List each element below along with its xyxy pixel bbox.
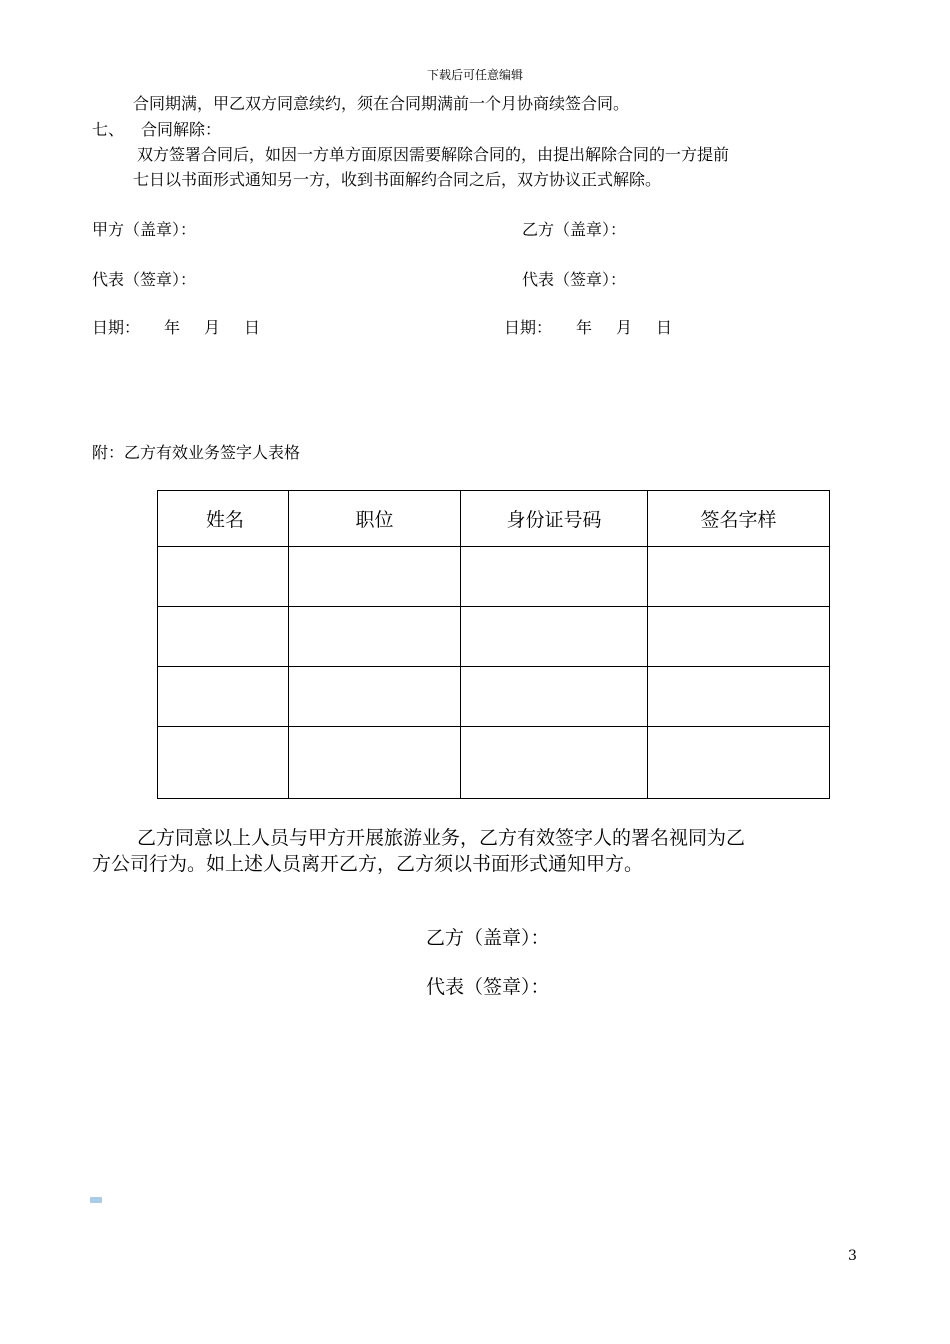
- renewal-paragraph: 合同期满，甲乙双方同意续约，须在合同期满前一个月协商续签合同。: [133, 94, 630, 113]
- statement-line-2: 方公司行为。如上述人员离开乙方，乙方须以书面形式通知甲方。: [92, 853, 644, 875]
- table-cell[interactable]: [158, 607, 289, 667]
- date-label: 日期：: [92, 318, 141, 337]
- table-cell[interactable]: [158, 727, 289, 799]
- party-b-date: [504, 318, 672, 338]
- final-party-b-seal-label: 乙方（盖章）：: [426, 927, 550, 949]
- table-cell[interactable]: [648, 667, 830, 727]
- section-7-number: 七、: [92, 120, 125, 139]
- header-position: 职位: [289, 491, 461, 547]
- table-cell[interactable]: [461, 607, 648, 667]
- date-label: 日期：: [504, 318, 553, 337]
- termination-line-2: 七日以书面形式通知另一方，收到书面解约合同之后，双方协议正式解除。: [133, 170, 662, 189]
- party-b-rep-label: 代表（签章）：: [522, 270, 627, 289]
- table-cell[interactable]: [461, 727, 648, 799]
- date-day: 日: [656, 318, 673, 337]
- appendix-title: 附：乙方有效业务签字人表格: [92, 443, 301, 462]
- header-id-number: 身份证号码: [461, 491, 648, 547]
- page-number: 3: [848, 1248, 857, 1264]
- date-day: 日: [244, 318, 261, 337]
- table-cell[interactable]: [158, 547, 289, 607]
- statement-line-1: 乙方同意以上人员与甲方开展旅游业务，乙方有效签字人的署名视同为乙: [137, 827, 746, 849]
- table-cell[interactable]: [648, 727, 830, 799]
- date-year: 年: [164, 318, 181, 337]
- blue-marker: [90, 1197, 102, 1203]
- table-row: [158, 607, 830, 667]
- table-cell[interactable]: [461, 667, 648, 727]
- date-year: 年: [576, 318, 593, 337]
- header-signature-sample: 签名字样: [648, 491, 830, 547]
- party-a-date: [92, 318, 260, 338]
- table-cell[interactable]: [289, 547, 461, 607]
- section-7-title: 合同解除：: [141, 120, 222, 139]
- final-party-b-rep-label: 代表（签章）：: [426, 976, 550, 998]
- header-name: 姓名: [158, 491, 289, 547]
- party-b-seal-label: 乙方（盖章）：: [522, 220, 627, 239]
- table-cell[interactable]: [289, 607, 461, 667]
- table-header-row: [158, 491, 830, 547]
- table-cell[interactable]: [289, 667, 461, 727]
- table-cell[interactable]: [461, 547, 648, 607]
- table-cell[interactable]: [289, 727, 461, 799]
- date-month: 月: [616, 318, 633, 337]
- termination-line-1: 双方签署合同后，如因一方单方面原因需要解除合同的，由提出解除合同的一方提前: [137, 145, 730, 164]
- party-a-rep-label: 代表（签章）：: [92, 270, 197, 289]
- party-a-seal-label: 甲方（盖章）：: [92, 220, 197, 239]
- signatory-table: [157, 490, 830, 799]
- table-row: [158, 547, 830, 607]
- table-row: [158, 727, 830, 799]
- table-row: [158, 667, 830, 727]
- date-month: 月: [204, 318, 221, 337]
- table-cell[interactable]: [648, 607, 830, 667]
- table-cell[interactable]: [158, 667, 289, 727]
- header-note: 下载后可任意编辑: [426, 68, 523, 82]
- table-cell[interactable]: [648, 547, 830, 607]
